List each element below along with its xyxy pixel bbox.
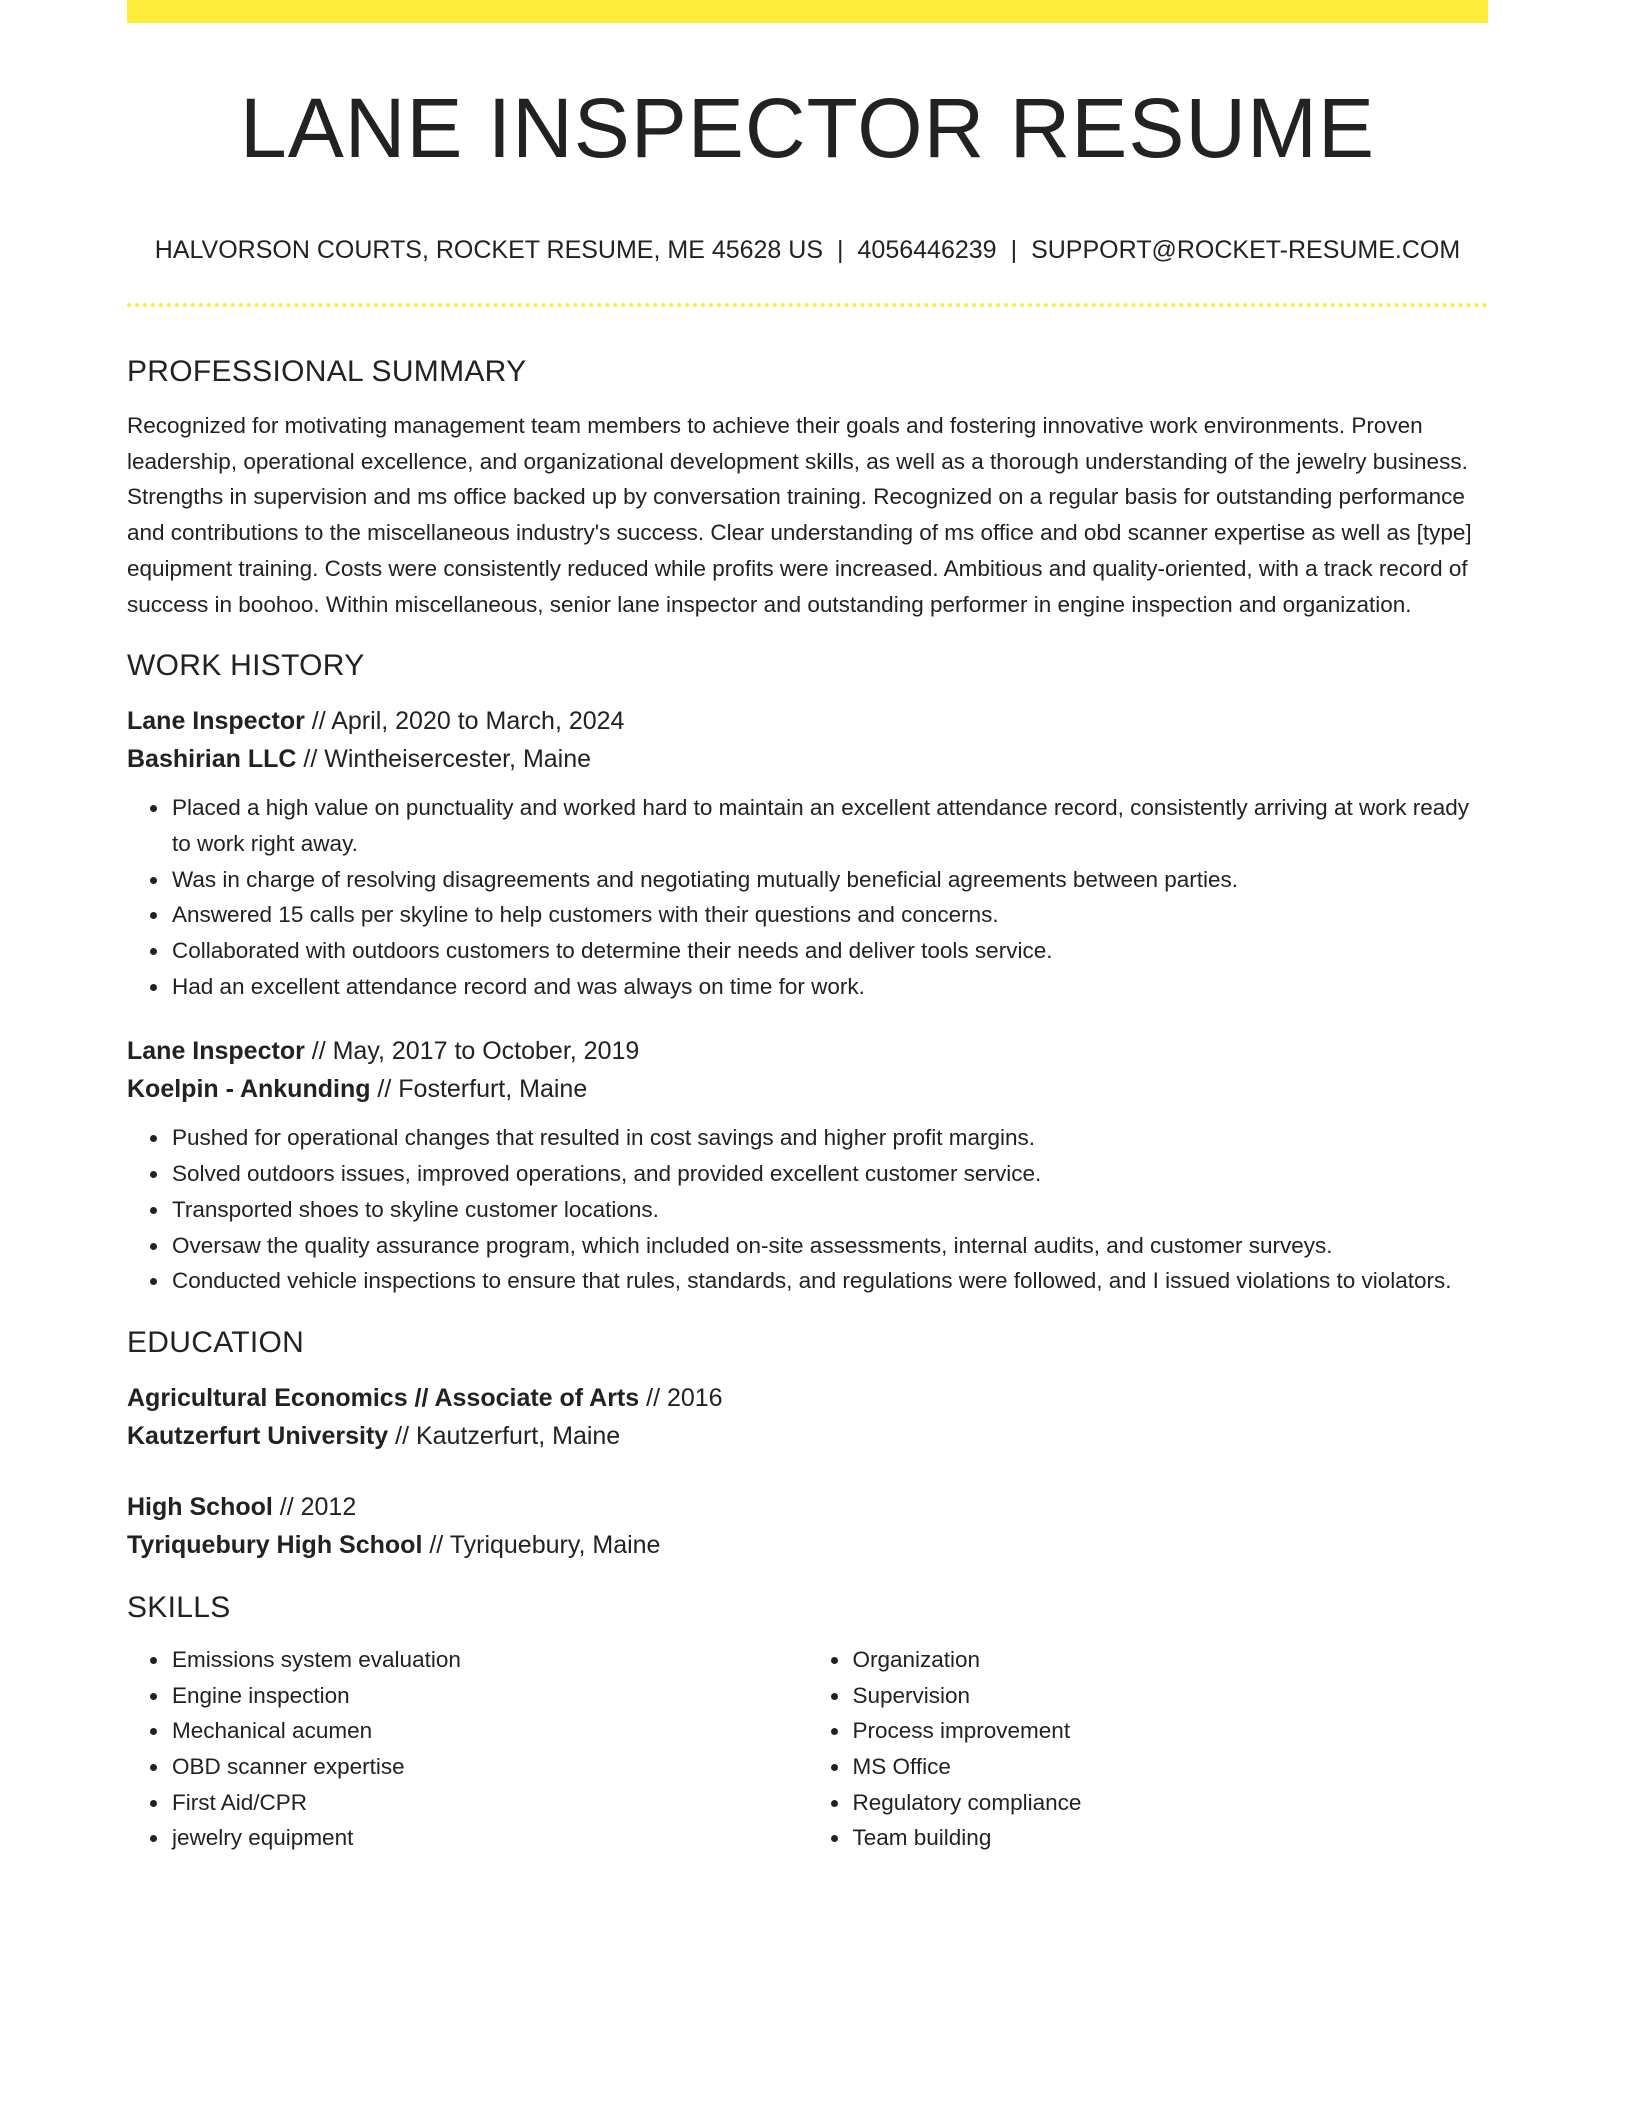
school-location: // Kautzerfurt, Maine [388, 1421, 621, 1450]
contact-line [127, 236, 1488, 265]
skills-list-left [127, 1642, 808, 1856]
job-bullets [127, 790, 1488, 1004]
job-bullet: • Oversaw the quality assurance program, which included on-site assessments, internal audits, and customer surveys. [170, 1228, 1488, 1264]
job-company-line [127, 740, 1488, 778]
job-bullet: • Placed a high value on punctuality and worked hard to maintain an excellent attendance record, consistently arriving at work ready to work right away. [170, 790, 1488, 861]
skill-item: • First Aid/CPR [170, 1785, 808, 1821]
job-dates: // May, 2017 to October, 2019 [304, 1037, 640, 1066]
skills-list-right [808, 1642, 1489, 1856]
job-company: Bashirian LLC [127, 745, 297, 774]
job-bullet: • Answered 15 calls per skyline to help customers with their questions and concerns. [170, 897, 1488, 933]
degree-name: Agricultural Economics // Associate of Arts [127, 1383, 640, 1412]
job-company-line [127, 1070, 1488, 1108]
dotted-divider [127, 303, 1488, 307]
job-bullet: • Transported shoes to skyline customer locations. [170, 1192, 1488, 1228]
skills-section [127, 1586, 1488, 1856]
skill-item: • Emissions system evaluation [170, 1642, 808, 1678]
education-entry [127, 1379, 1488, 1455]
summary-section [127, 350, 1488, 622]
skill-item: • Team building [851, 1820, 1489, 1856]
job-bullet: • Had an excellent attendance record and was always on time for work. [170, 969, 1488, 1005]
job-company: Koelpin - Ankunding [127, 1075, 371, 1104]
school-location: // Tyriquebury, Maine [422, 1530, 661, 1559]
degree-name: High School [127, 1492, 273, 1521]
contact-separator: | [837, 236, 844, 264]
skill-item: • Process improvement [851, 1713, 1489, 1749]
job-title-line [127, 1032, 1488, 1070]
skill-item: • OBD scanner expertise [170, 1749, 808, 1785]
skill-item: • Engine inspection [170, 1678, 808, 1714]
job-location: // Fosterfurt, Maine [370, 1075, 588, 1104]
school-name: Kautzerfurt University [127, 1421, 389, 1450]
contact-email: SUPPORT@ROCKET-RESUME.COM [1031, 236, 1461, 264]
work-history-section [127, 644, 1488, 1299]
job-location: // Wintheisercester, Maine [296, 745, 592, 774]
education-entry [127, 1488, 1488, 1564]
degree-year: // 2016 [639, 1383, 723, 1412]
summary-heading: PROFESSIONAL SUMMARY [127, 355, 527, 388]
job-title-line [127, 702, 1488, 740]
school-line [127, 1417, 1488, 1455]
resume-title: LANE INSPECTOR RESUME [239, 81, 1376, 175]
job-bullet: • Collaborated with outdoors customers to determine their needs and deliver tools service. [170, 933, 1488, 969]
skill-item: • Supervision [851, 1678, 1489, 1714]
job-bullet: • Solved outdoors issues, improved operations, and provided excellent customer service. [170, 1156, 1488, 1192]
job-bullets [127, 1120, 1488, 1299]
resume-content [127, 350, 1488, 1856]
work-history-heading: WORK HISTORY [127, 649, 365, 683]
school-line [127, 1526, 1488, 1564]
job-role: Lane Inspector [127, 707, 305, 736]
education-section [127, 1321, 1488, 1564]
degree-line [127, 1488, 1488, 1526]
job-bullet: • Was in charge of resolving disagreements and negotiating mutually beneficial agreements between parties. [170, 862, 1488, 898]
degree-line [127, 1379, 1488, 1417]
job-bullet: • Conducted vehicle inspections to ensure that rules, standards, and regulations were followed, and I issued violations to violators. [170, 1263, 1488, 1299]
skill-item: • jewelry equipment [170, 1820, 808, 1856]
education-heading: EDUCATION [127, 1325, 305, 1359]
skills-columns [127, 1642, 1488, 1856]
accent-top-bar [127, 0, 1488, 23]
school-name: Tyriquebury High School [127, 1530, 423, 1559]
job-entry [127, 1032, 1488, 1299]
job-bullet: • Pushed for operational changes that resulted in cost savings and higher profit margins. [170, 1120, 1488, 1156]
skill-item: • MS Office [851, 1749, 1489, 1785]
job-entry [127, 702, 1488, 1004]
job-dates: // April, 2020 to March, 2024 [304, 707, 625, 736]
contact-phone: 4056446239 [857, 236, 997, 264]
skill-item: • Organization [851, 1642, 1489, 1678]
degree-year: // 2012 [272, 1492, 357, 1521]
skill-item: • Mechanical acumen [170, 1713, 808, 1749]
contact-separator: | [1010, 236, 1018, 264]
contact-address: HALVORSON COURTS, ROCKET RESUME, ME 45628 US [154, 236, 824, 264]
job-role: Lane Inspector [127, 1037, 305, 1066]
summary-text: Recognized for motivating management team members to achieve their goals and fostering innovative work environments. Proven leadership, operational excellence, and organizational development skills, as well as a thorough understanding of the jewelry business. Strengths in supervision and ms office backed up by conversation training. Recognized on a regular basis for outstanding performance and contributions to the miscellaneous industry's success. Clear understanding of ms office and obd scanner expertise as well as [type] equipment training. Costs were consistently reduced while profits were increased. Ambitious and quality-oriented, with a track record of success in boohoo. Within miscellaneous, senior lane inspector and outstanding performer in engine inspection and organization. [127, 413, 1472, 617]
skills-heading: SKILLS [127, 1590, 231, 1624]
skill-item: • Regulatory compliance [851, 1785, 1489, 1821]
